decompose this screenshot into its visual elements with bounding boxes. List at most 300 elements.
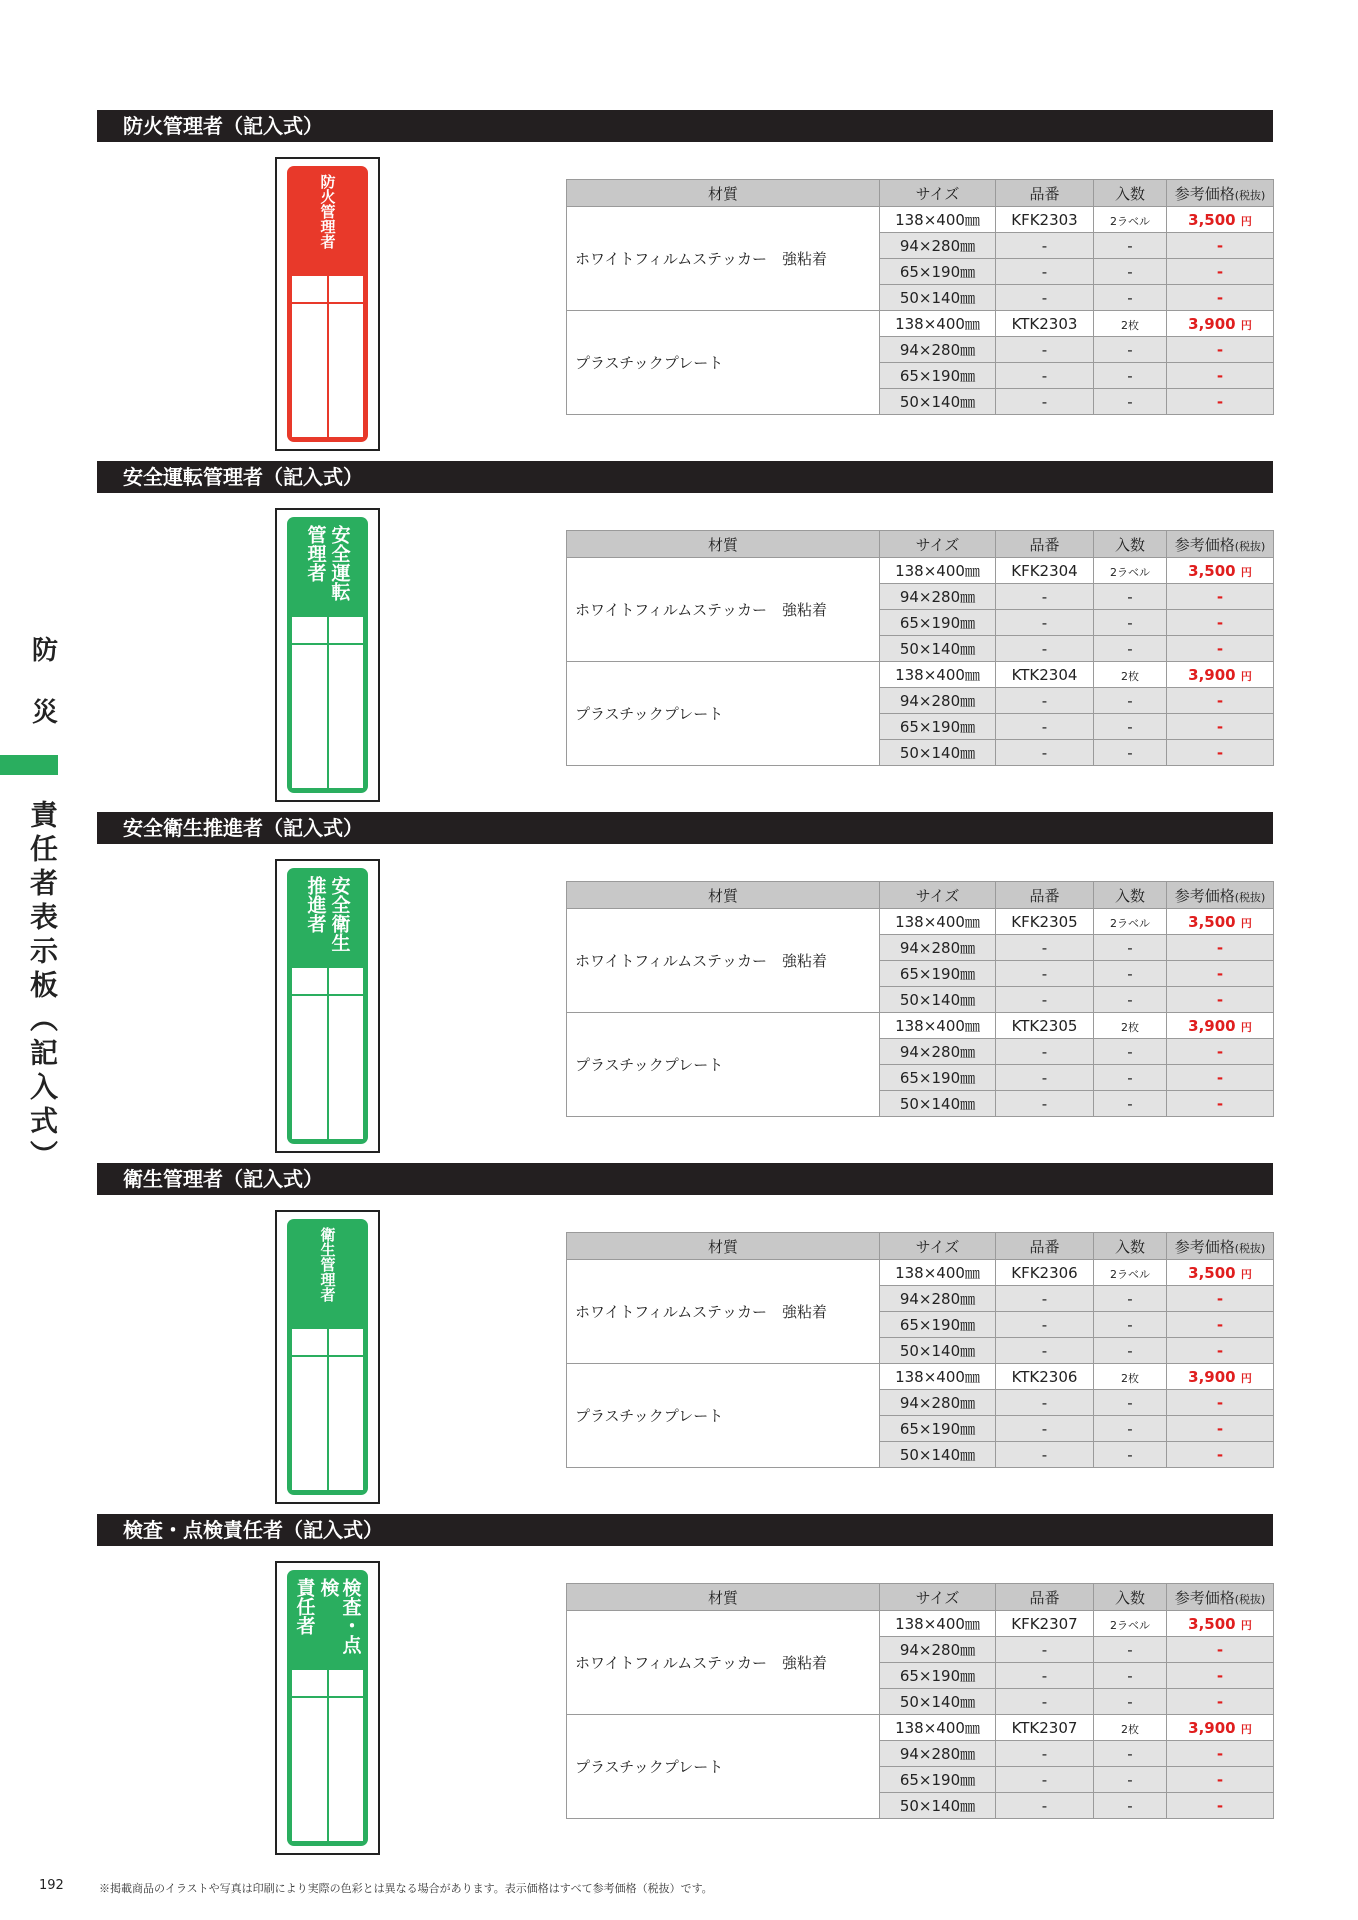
price-cell (1167, 1260, 1274, 1286)
table-row (567, 1715, 1274, 1741)
size-cell: 138×400㎜ (880, 909, 996, 935)
price-value: - (1216, 613, 1224, 632)
price-value: 3,500 (1188, 912, 1236, 931)
size-cell: 50×140㎜ (880, 285, 996, 311)
qty-cell: - (1094, 740, 1167, 766)
qty-cell (1094, 558, 1167, 584)
price-value: - (1216, 1289, 1224, 1308)
price-cell (1167, 1793, 1274, 1819)
price-value: - (1216, 990, 1224, 1009)
price-value: 3,900 (1188, 665, 1236, 684)
price-value: - (1216, 340, 1224, 359)
material-cell: プラスチックプレート (567, 1364, 880, 1468)
size-cell: 65×190㎜ (880, 610, 996, 636)
qty-cell: - (1094, 337, 1167, 363)
code-cell: - (996, 961, 1094, 987)
qty-cell: - (1094, 688, 1167, 714)
price-value: - (1216, 288, 1224, 307)
qty-cell: - (1094, 1338, 1167, 1364)
qty-cell: - (1094, 987, 1167, 1013)
sign-divider-line (327, 1670, 329, 1841)
yen-unit: 円 (1240, 1722, 1252, 1736)
header-material: 材質 (567, 882, 880, 909)
size-cell: 138×400㎜ (880, 1364, 996, 1390)
price-value: - (1216, 1445, 1224, 1464)
price-value: - (1216, 262, 1224, 281)
section-title: 防火管理者（記入式） (97, 110, 1273, 142)
header-material: 材質 (567, 180, 880, 207)
sign-divider-line (327, 276, 329, 437)
page-number: 192 (39, 1878, 64, 1893)
code-cell: - (996, 337, 1094, 363)
header-qty: 入数 (1094, 180, 1167, 207)
header-qty: 入数 (1094, 531, 1167, 558)
code-cell: - (996, 1442, 1094, 1468)
code-cell: - (996, 285, 1094, 311)
sign-illustration (275, 508, 380, 802)
yen-unit: 円 (1240, 1371, 1252, 1385)
qty-cell: - (1094, 636, 1167, 662)
table-row (567, 662, 1274, 688)
size-cell: 94×280㎜ (880, 584, 996, 610)
sign-title-column: 安全運転 (328, 525, 351, 601)
price-value: 3,900 (1188, 314, 1236, 333)
qty-value: 2枚 (1121, 1371, 1139, 1385)
price-cell (1167, 1442, 1274, 1468)
size-cell: 94×280㎜ (880, 337, 996, 363)
material-cell: プラスチックプレート (567, 311, 880, 415)
price-cell (1167, 1663, 1274, 1689)
qty-cell: - (1094, 935, 1167, 961)
table-header-row (567, 180, 1274, 207)
price-value: 3,900 (1188, 1016, 1236, 1035)
code-cell: - (996, 1741, 1094, 1767)
table-header-row (567, 531, 1274, 558)
size-cell: 138×400㎜ (880, 1611, 996, 1637)
qty-cell: - (1094, 259, 1167, 285)
price-cell (1167, 1013, 1274, 1039)
sign-title-column: 管理者 (304, 525, 327, 582)
header-size: サイズ (880, 531, 996, 558)
code-cell: KTK2305 (996, 1013, 1094, 1039)
header-material: 材質 (567, 531, 880, 558)
code-cell: - (996, 740, 1094, 766)
sign-title (287, 525, 368, 615)
sign-title-column: 検査・点検 (317, 1578, 362, 1654)
sign-title (287, 1227, 368, 1317)
qty-cell (1094, 1013, 1167, 1039)
size-cell: 50×140㎜ (880, 740, 996, 766)
section-title: 衛生管理者（記入式） (97, 1163, 1273, 1195)
size-cell: 50×140㎜ (880, 1338, 996, 1364)
price-value: - (1216, 1315, 1224, 1334)
qty-value: 2枚 (1121, 318, 1139, 332)
price-value: - (1216, 691, 1224, 710)
qty-cell: - (1094, 584, 1167, 610)
code-cell: - (996, 1390, 1094, 1416)
code-cell: KFK2303 (996, 207, 1094, 233)
size-cell: 94×280㎜ (880, 1741, 996, 1767)
price-value: - (1216, 366, 1224, 385)
material-cell: ホワイトフィルムステッカー 強粘着 (567, 1260, 880, 1364)
qty-cell: - (1094, 363, 1167, 389)
size-cell: 50×140㎜ (880, 1442, 996, 1468)
size-cell: 50×140㎜ (880, 1091, 996, 1117)
size-cell: 65×190㎜ (880, 1767, 996, 1793)
qty-cell: - (1094, 1416, 1167, 1442)
header-size: サイズ (880, 882, 996, 909)
code-cell: - (996, 1312, 1094, 1338)
material-cell: ホワイトフィルムステッカー 強粘着 (567, 909, 880, 1013)
header-size: サイズ (880, 1233, 996, 1260)
price-value: - (1216, 938, 1224, 957)
price-value: 3,900 (1188, 1367, 1236, 1386)
size-cell: 94×280㎜ (880, 935, 996, 961)
qty-cell (1094, 1715, 1167, 1741)
header-code: 品番 (996, 1584, 1094, 1611)
price-cell (1167, 389, 1274, 415)
header-tax-label: (税抜) (1234, 1592, 1266, 1606)
price-value: - (1216, 1341, 1224, 1360)
header-material: 材質 (567, 1233, 880, 1260)
header-code: 品番 (996, 531, 1094, 558)
price-value: - (1216, 1068, 1224, 1087)
price-cell (1167, 363, 1274, 389)
size-cell: 65×190㎜ (880, 363, 996, 389)
header-qty: 入数 (1094, 1584, 1167, 1611)
qty-cell: - (1094, 1637, 1167, 1663)
price-value: - (1216, 639, 1224, 658)
side-vertical-title: 責任者表示板（記入式） (26, 800, 59, 1174)
price-cell (1167, 961, 1274, 987)
price-cell (1167, 636, 1274, 662)
price-cell (1167, 337, 1274, 363)
price-value: 3,500 (1188, 561, 1236, 580)
price-cell (1167, 1312, 1274, 1338)
qty-cell: - (1094, 1793, 1167, 1819)
price-value: 3,500 (1188, 1263, 1236, 1282)
code-cell: - (996, 1091, 1094, 1117)
code-cell: - (996, 1637, 1094, 1663)
header-price-label: 参考価格 (1174, 886, 1235, 905)
qty-cell: - (1094, 961, 1167, 987)
price-value: - (1216, 587, 1224, 606)
code-cell: KFK2307 (996, 1611, 1094, 1637)
code-cell: KFK2305 (996, 909, 1094, 935)
price-value: 3,500 (1188, 1614, 1236, 1633)
code-cell: - (996, 1039, 1094, 1065)
table-row (567, 558, 1274, 584)
price-value: - (1216, 1796, 1224, 1815)
price-cell (1167, 1767, 1274, 1793)
price-cell (1167, 233, 1274, 259)
side-label-top2: 災 (31, 698, 58, 728)
price-cell (1167, 662, 1274, 688)
price-value: - (1216, 964, 1224, 983)
qty-value: 2ラベル (1110, 565, 1150, 579)
price-cell (1167, 1286, 1274, 1312)
price-value: 3,500 (1188, 210, 1236, 229)
price-value: - (1216, 1744, 1224, 1763)
size-cell: 94×280㎜ (880, 1286, 996, 1312)
size-cell: 50×140㎜ (880, 1793, 996, 1819)
price-cell (1167, 207, 1274, 233)
table-row (567, 207, 1274, 233)
price-value: - (1216, 1042, 1224, 1061)
price-value: - (1216, 1770, 1224, 1789)
qty-cell (1094, 662, 1167, 688)
code-cell: - (996, 1793, 1094, 1819)
sign-title (287, 876, 368, 966)
price-cell (1167, 987, 1274, 1013)
price-cell (1167, 1364, 1274, 1390)
yen-unit: 円 (1240, 916, 1252, 930)
sign-title (287, 174, 368, 264)
price-cell (1167, 259, 1274, 285)
price-cell (1167, 1715, 1274, 1741)
qty-value: 2ラベル (1110, 916, 1150, 930)
code-cell: KFK2306 (996, 1260, 1094, 1286)
material-cell: プラスチックプレート (567, 662, 880, 766)
header-code: 品番 (996, 1233, 1094, 1260)
header-qty: 入数 (1094, 882, 1167, 909)
qty-cell: - (1094, 714, 1167, 740)
qty-cell: - (1094, 285, 1167, 311)
yen-unit: 円 (1240, 1020, 1252, 1034)
sign-divider-line (327, 617, 329, 788)
price-cell (1167, 909, 1274, 935)
code-cell: - (996, 987, 1094, 1013)
header-price (1167, 1233, 1274, 1260)
qty-cell: - (1094, 1390, 1167, 1416)
yen-unit: 円 (1240, 214, 1252, 228)
header-price-label: 参考価格 (1174, 535, 1235, 554)
price-cell (1167, 688, 1274, 714)
size-cell: 65×190㎜ (880, 1065, 996, 1091)
price-cell (1167, 285, 1274, 311)
size-cell: 94×280㎜ (880, 1637, 996, 1663)
yen-unit: 円 (1240, 1618, 1252, 1632)
code-cell: - (996, 636, 1094, 662)
price-cell (1167, 311, 1274, 337)
code-cell: - (996, 389, 1094, 415)
code-cell: - (996, 259, 1094, 285)
sign-illustration (275, 1561, 380, 1855)
header-size: サイズ (880, 1584, 996, 1611)
price-cell (1167, 935, 1274, 961)
sign-plate (287, 166, 368, 442)
section-title: 安全運転管理者（記入式） (97, 461, 1273, 493)
yen-unit: 円 (1240, 565, 1252, 579)
table-row (567, 311, 1274, 337)
size-cell: 65×190㎜ (880, 1663, 996, 1689)
sign-title-column: 安全衛生 (328, 876, 351, 952)
sign-plate (287, 1219, 368, 1495)
code-cell: - (996, 363, 1094, 389)
price-value: - (1216, 1393, 1224, 1412)
qty-cell (1094, 207, 1167, 233)
qty-cell: - (1094, 1442, 1167, 1468)
table-header-row (567, 882, 1274, 909)
header-price-label: 参考価格 (1174, 1237, 1235, 1256)
product-section (97, 110, 1273, 463)
table-row (567, 1013, 1274, 1039)
size-cell: 50×140㎜ (880, 389, 996, 415)
price-value: - (1216, 743, 1224, 762)
qty-value: 2枚 (1121, 1722, 1139, 1736)
qty-value: 2枚 (1121, 1020, 1139, 1034)
size-cell: 94×280㎜ (880, 1390, 996, 1416)
price-cell (1167, 1741, 1274, 1767)
code-cell: - (996, 1338, 1094, 1364)
sign-illustration (275, 859, 380, 1153)
sign-illustration (275, 157, 380, 451)
size-cell: 138×400㎜ (880, 1260, 996, 1286)
header-code: 品番 (996, 882, 1094, 909)
size-cell: 94×280㎜ (880, 688, 996, 714)
code-cell: - (996, 1689, 1094, 1715)
qty-cell: - (1094, 1286, 1167, 1312)
code-cell: - (996, 1416, 1094, 1442)
spec-table (566, 1583, 1274, 1819)
code-cell: - (996, 584, 1094, 610)
size-cell: 65×190㎜ (880, 259, 996, 285)
price-cell (1167, 740, 1274, 766)
code-cell: - (996, 233, 1094, 259)
qty-value: 2ラベル (1110, 1618, 1150, 1632)
price-value: - (1216, 1640, 1224, 1659)
qty-cell: - (1094, 1039, 1167, 1065)
qty-cell: - (1094, 233, 1167, 259)
price-cell (1167, 1065, 1274, 1091)
header-price-label: 参考価格 (1174, 1588, 1235, 1607)
table-row (567, 909, 1274, 935)
price-value: - (1216, 1094, 1224, 1113)
material-cell: プラスチックプレート (567, 1013, 880, 1117)
spec-table (566, 881, 1274, 1117)
qty-cell: - (1094, 1065, 1167, 1091)
product-section (97, 1163, 1273, 1516)
size-cell: 138×400㎜ (880, 1715, 996, 1741)
code-cell: KTK2303 (996, 311, 1094, 337)
size-cell: 138×400㎜ (880, 311, 996, 337)
code-cell: - (996, 1767, 1094, 1793)
size-cell: 65×190㎜ (880, 714, 996, 740)
code-cell: - (996, 714, 1094, 740)
price-cell (1167, 1039, 1274, 1065)
price-cell (1167, 610, 1274, 636)
qty-value: 2枚 (1121, 669, 1139, 683)
qty-cell: - (1094, 1312, 1167, 1338)
price-value: 3,900 (1188, 1718, 1236, 1737)
price-value: - (1216, 236, 1224, 255)
price-cell (1167, 1338, 1274, 1364)
sign-title-column: 防火管理者 (318, 174, 337, 249)
qty-cell: - (1094, 1091, 1167, 1117)
price-cell (1167, 1637, 1274, 1663)
section-title: 安全衛生推進者（記入式） (97, 812, 1273, 844)
sign-illustration (275, 1210, 380, 1504)
product-section (97, 812, 1273, 1165)
yen-unit: 円 (1240, 1267, 1252, 1281)
price-cell (1167, 584, 1274, 610)
size-cell: 138×400㎜ (880, 558, 996, 584)
sign-title (287, 1578, 368, 1668)
header-price (1167, 180, 1274, 207)
price-value: - (1216, 717, 1224, 736)
price-value: - (1216, 1692, 1224, 1711)
side-accent-bar (0, 755, 58, 775)
price-value: - (1216, 1419, 1224, 1438)
sign-title-column: 責任者 (293, 1578, 316, 1635)
spec-table (566, 1232, 1274, 1468)
size-cell: 94×280㎜ (880, 1039, 996, 1065)
qty-cell: - (1094, 610, 1167, 636)
qty-value: 2ラベル (1110, 214, 1150, 228)
table-header-row (567, 1584, 1274, 1611)
header-tax-label: (税抜) (1234, 890, 1266, 904)
price-cell (1167, 558, 1274, 584)
code-cell: - (996, 610, 1094, 636)
header-code: 品番 (996, 180, 1094, 207)
yen-unit: 円 (1240, 669, 1252, 683)
size-cell: 138×400㎜ (880, 207, 996, 233)
size-cell: 138×400㎜ (880, 662, 996, 688)
side-label-top1: 防 (31, 636, 58, 666)
qty-cell: - (1094, 1689, 1167, 1715)
header-size: サイズ (880, 180, 996, 207)
size-cell: 50×140㎜ (880, 636, 996, 662)
header-tax-label: (税抜) (1234, 539, 1266, 553)
price-value: - (1216, 1666, 1224, 1685)
code-cell: - (996, 1663, 1094, 1689)
table-header-row (567, 1233, 1274, 1260)
size-cell: 65×190㎜ (880, 961, 996, 987)
size-cell: 138×400㎜ (880, 1013, 996, 1039)
header-price (1167, 882, 1274, 909)
sign-plate (287, 517, 368, 793)
code-cell: - (996, 935, 1094, 961)
material-cell: ホワイトフィルムステッカー 強粘着 (567, 558, 880, 662)
size-cell: 65×190㎜ (880, 1416, 996, 1442)
spec-table (566, 179, 1274, 415)
qty-cell (1094, 909, 1167, 935)
price-cell (1167, 1390, 1274, 1416)
header-tax-label: (税抜) (1234, 188, 1266, 202)
size-cell: 50×140㎜ (880, 1689, 996, 1715)
header-price (1167, 1584, 1274, 1611)
size-cell: 94×280㎜ (880, 233, 996, 259)
header-qty: 入数 (1094, 1233, 1167, 1260)
code-cell: - (996, 688, 1094, 714)
header-tax-label: (税抜) (1234, 1241, 1266, 1255)
spec-table (566, 530, 1274, 766)
code-cell: - (996, 1065, 1094, 1091)
qty-cell (1094, 1260, 1167, 1286)
sign-title-column: 推進者 (304, 876, 327, 933)
header-price-label: 参考価格 (1174, 184, 1235, 203)
code-cell: KTK2307 (996, 1715, 1094, 1741)
price-cell (1167, 1416, 1274, 1442)
sign-plate (287, 868, 368, 1144)
footer-note: ※掲載商品のイラストや写真は印刷により実際の色彩とは異なる場合があります。表示価格はすべて参考価格（税抜）です。 (99, 1882, 713, 1895)
table-row (567, 1611, 1274, 1637)
qty-cell (1094, 1611, 1167, 1637)
price-cell (1167, 1689, 1274, 1715)
code-cell: KTK2304 (996, 662, 1094, 688)
sign-title-column: 衛生管理者 (318, 1227, 337, 1302)
sign-divider-line (327, 968, 329, 1139)
